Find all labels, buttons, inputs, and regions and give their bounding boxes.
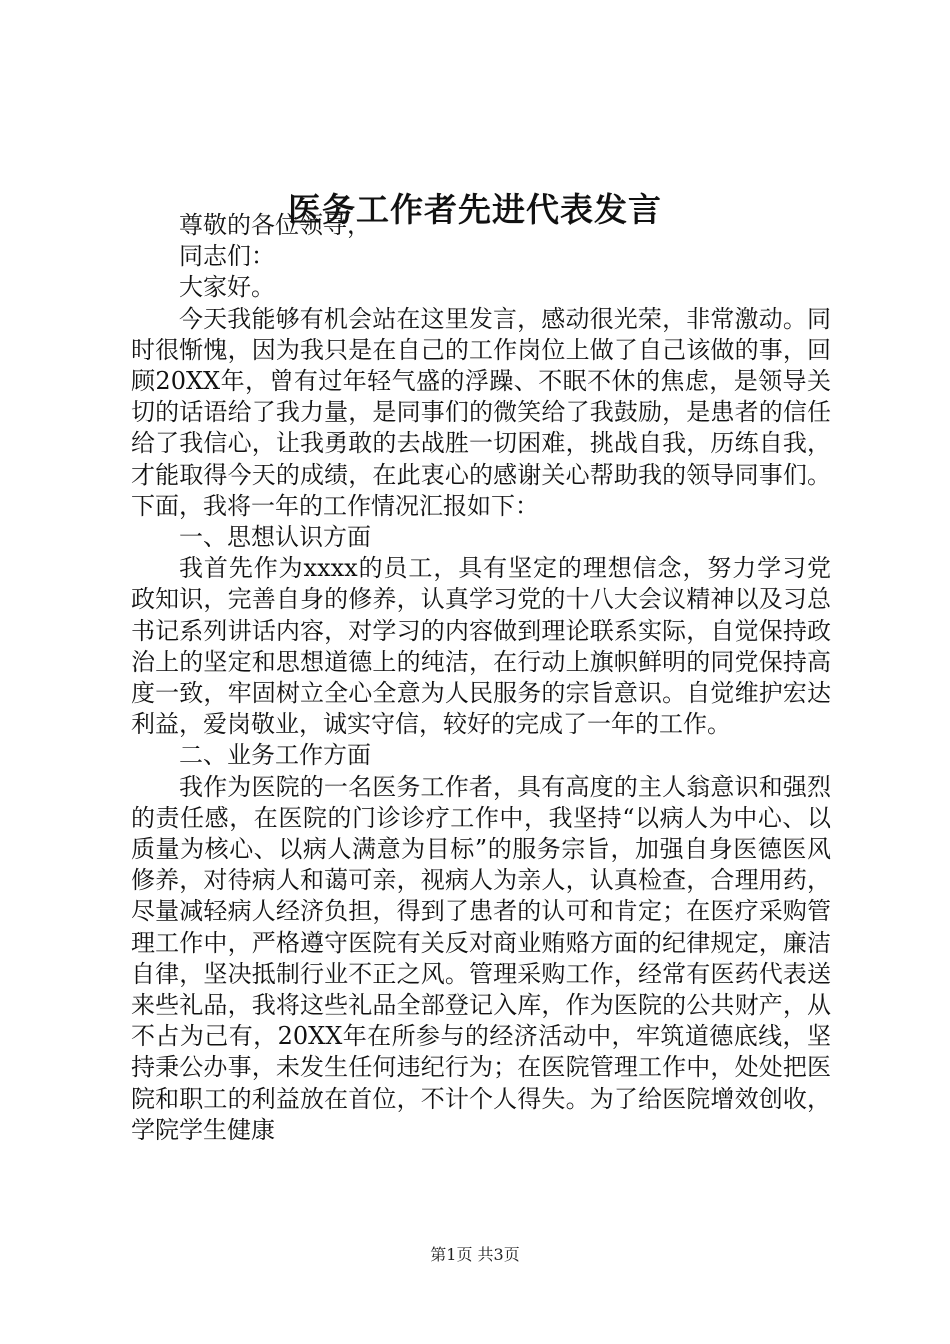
salutation-comrades: 同志们： — [179, 242, 275, 271]
salutation-leaders: 尊敬的各位领导， — [179, 211, 371, 239]
page-number: 第1页 共3页 — [430, 1245, 520, 1264]
paragraph-ideology: 我首先作为xxxx的员工，具有坚定的理想信念，努力学习党政知识，完善自身的修养，认真学习党的十八大会议精神以及习总书记系列讲话内容，对学习的内容做到理论联系实际，自觉保持政治上的坚定和思想道德上的纯洁，在行动上旗帜鲜明的同党保持高度一致，牢固树立全心全意为人民服务的宗旨意识。自觉维护宏达利益，爱岗敬业，诚实守信，较好的完成了一年的工作。 — [131, 554, 831, 739]
page-title: 医务工作者先进代表发言 — [288, 190, 662, 229]
section-heading-work: 二、业务工作方面 — [179, 741, 371, 770]
section-heading-ideology: 一、思想认识方面 — [179, 523, 371, 552]
greeting: 大家好。 — [179, 273, 275, 302]
paragraph-work: 我作为医院的一名医务工作者，具有高度的主人翁意识和强烈的责任感，在医院的门诊诊疗工作中，我坚持“以病人为中心、以质量为核心、以病人满意为目标”的服务宗旨，加强自身医德医风修养，对待病人和蔼可亲，视病人为亲人，认真检查，合理用药，尽量减轻病人经济负担，得到了患者的认可和肯定；在医疗采购管理工作中，严格遵守医院有关反对商业贿赂方面的纪律规定，廉洁自律，坚决抵制行业不正之风。管理采购工作，经常有医药代表送来些礼品，我将这些礼品全部登记入库，作为医院的公共财产，从不占为己有，20XX年在所参与的经济活动中，牢筑道德底线，坚持秉公办事，未发生任何违纪行为；在医院管理工作中，处处把医院和职工的利益放在首位，不计个人得失。为了给医院增效创收，学院学生健康 — [131, 772, 831, 1144]
document-body — [131, 210, 831, 1146]
paragraph-intro: 今天我能够有机会站在这里发言，感动很光荣，非常激动。同时很惭愧，因为我只是在自己的工作岗位上做了自己该做的事，回顾20XX年，曾有过年轻气盛的浮躁、不眠不休的焦虑，是领导关切的话语给了我力量，是同事们的微笑给了我鼓励，是患者的信任给了我信心，让我勇敢的去战胜一切困难，挑战自我，历练自我，才能取得今天的成绩，在此衷心的感谢关心帮助我的领导同事们。下面，我将一年的工作情况汇报如下： — [131, 304, 831, 520]
